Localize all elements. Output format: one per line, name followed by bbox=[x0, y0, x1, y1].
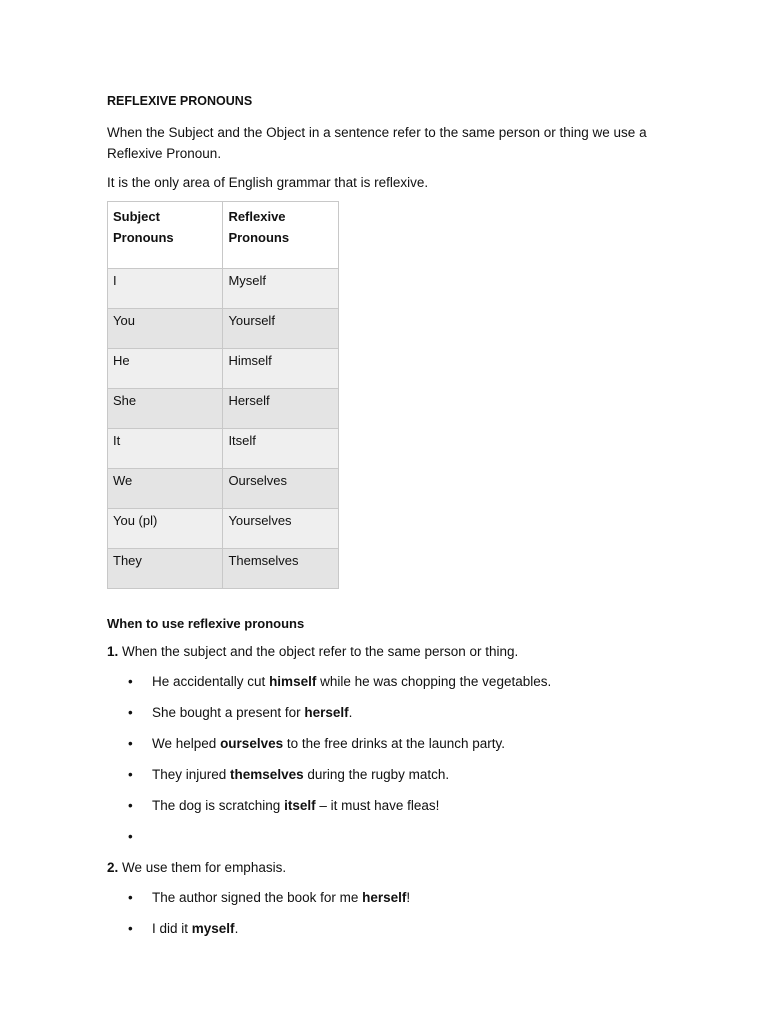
section-heading: When to use reflexive pronouns bbox=[107, 616, 305, 631]
rule-1-text: When the subject and the object refer to the same person or thing. bbox=[118, 644, 519, 659]
document-page bbox=[107, 92, 667, 951]
bullet-icon: • bbox=[128, 829, 133, 844]
subject-cell: She bbox=[108, 389, 223, 429]
example-pronoun: ourselves bbox=[220, 736, 284, 751]
list-item bbox=[107, 704, 667, 735]
header-reflexive-pronouns: Reflexive Pronouns bbox=[223, 202, 339, 269]
example-pronoun: herself bbox=[304, 705, 349, 720]
subject-cell: It bbox=[108, 429, 223, 469]
subject-cell: I bbox=[108, 269, 223, 309]
list-item bbox=[107, 920, 667, 951]
table-row bbox=[108, 469, 339, 509]
example-text: ! bbox=[406, 890, 411, 905]
reflexive-cell: Himself bbox=[223, 349, 339, 389]
reflexive-cell: Ourselves bbox=[223, 469, 339, 509]
table-header-row bbox=[108, 202, 339, 269]
table-row bbox=[108, 549, 339, 589]
intro-paragraph: When the Subject and the Object in a sentence refer to the same person or thing we use a Reflexive Pronoun. bbox=[107, 125, 647, 161]
reflexive-cell: Myself bbox=[223, 269, 339, 309]
example-text: He accidentally cut bbox=[152, 674, 270, 689]
rule-2-examples bbox=[107, 889, 667, 951]
bullet-icon: • bbox=[128, 674, 133, 689]
header-subject-pronouns: Subject Pronouns bbox=[108, 202, 223, 269]
subject-cell: We bbox=[108, 469, 223, 509]
example-text: She bought a present for bbox=[152, 705, 305, 720]
example-text: . bbox=[348, 705, 353, 720]
pronoun-table bbox=[107, 201, 339, 589]
table-row bbox=[108, 309, 339, 349]
example-text: They injured bbox=[152, 767, 231, 782]
example-text: The author signed the book for me bbox=[152, 890, 363, 905]
rule-2-number: 2. bbox=[107, 860, 119, 875]
example-pronoun: himself bbox=[269, 674, 317, 689]
example-pronoun: itself bbox=[284, 798, 316, 813]
reflexive-cell: Themselves bbox=[223, 549, 339, 589]
table-row bbox=[108, 269, 339, 309]
example-pronoun: myself bbox=[191, 921, 235, 936]
example-text: . bbox=[234, 921, 239, 936]
example-pronoun: herself bbox=[362, 890, 407, 905]
rule-1-number: 1. bbox=[107, 644, 119, 659]
table-row bbox=[108, 389, 339, 429]
table-row bbox=[108, 429, 339, 469]
list-item bbox=[107, 673, 667, 704]
example-pronoun: themselves bbox=[230, 767, 304, 782]
rule-2 bbox=[107, 859, 667, 877]
reflexive-cell: Herself bbox=[223, 389, 339, 429]
reflexive-cell: Itself bbox=[223, 429, 339, 469]
list-item bbox=[107, 889, 667, 920]
list-item bbox=[107, 797, 667, 828]
table-row bbox=[108, 509, 339, 549]
list-item bbox=[107, 828, 667, 859]
example-text: to the free drinks at the launch party. bbox=[283, 736, 505, 751]
example-text: while he was chopping the vegetables. bbox=[316, 674, 552, 689]
subject-cell: You bbox=[108, 309, 223, 349]
subject-cell: They bbox=[108, 549, 223, 589]
reflexive-cell: Yourselves bbox=[223, 509, 339, 549]
subject-cell: You (pl) bbox=[108, 509, 223, 549]
bullet-icon: • bbox=[128, 705, 133, 720]
bullet-icon: • bbox=[128, 798, 133, 813]
bullet-icon: • bbox=[128, 921, 133, 936]
reflexive-cell: Yourself bbox=[223, 309, 339, 349]
rule-1-examples bbox=[107, 673, 667, 859]
example-text: during the rugby match. bbox=[303, 767, 450, 782]
bullet-icon: • bbox=[128, 890, 133, 905]
list-item bbox=[107, 766, 667, 797]
list-item bbox=[107, 735, 667, 766]
subject-cell: He bbox=[108, 349, 223, 389]
rule-2-text: We use them for emphasis. bbox=[118, 860, 287, 875]
bullet-icon: • bbox=[128, 736, 133, 751]
rule-1 bbox=[107, 643, 667, 661]
table-row bbox=[108, 349, 339, 389]
intro-paragraph-2: It is the only area of English grammar that is reflexive. bbox=[107, 175, 429, 190]
example-text: The dog is scratching bbox=[152, 798, 285, 813]
example-text: We helped bbox=[152, 736, 221, 751]
bullet-icon: • bbox=[128, 767, 133, 782]
document-title: REFLEXIVE PRONOUNS bbox=[107, 94, 253, 108]
example-text: – it must have fleas! bbox=[315, 798, 440, 813]
example-text: I did it bbox=[152, 921, 192, 936]
